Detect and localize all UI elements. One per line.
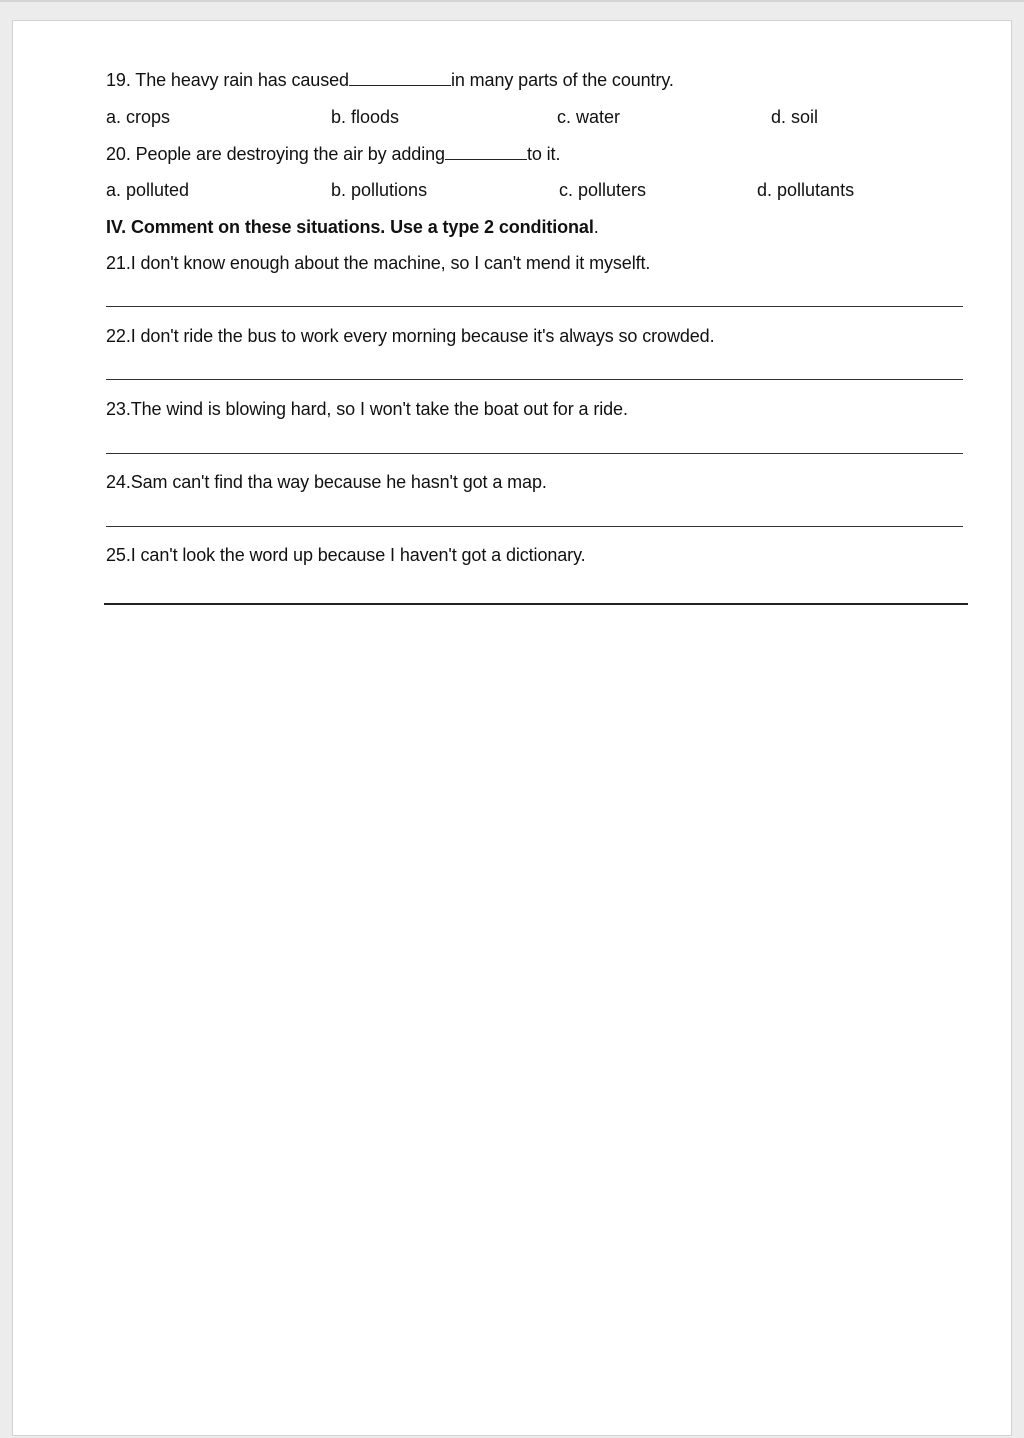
question-20-option-a: a. polluted: [106, 180, 190, 200]
question-20-blank: [445, 143, 527, 160]
answer-line-25: [104, 603, 968, 605]
situation-24: 24.Sam can't find tha way because he hasn't got a map.: [106, 472, 547, 492]
question-19-text-start: 19. The heavy rain has caused: [106, 70, 349, 90]
answer-line-24: [106, 526, 963, 527]
question-20-text-start: 20. People are destroying the air by adding: [106, 144, 445, 164]
question-19-option-a: a. crops: [106, 107, 171, 127]
situation-22: 22.I don't ride the bus to work every morning because it's always so crowded.: [106, 326, 715, 346]
question-20-text-end: to it.: [526, 144, 561, 164]
question-19-blank: [349, 69, 451, 86]
question-19: [106, 69, 674, 91]
question-19-option-c: c. water: [557, 107, 621, 127]
section-4-heading-period: .: [593, 217, 599, 237]
question-20-option-c: c. polluters: [559, 180, 647, 200]
situation-23: 23.The wind is blowing hard, so I won't take the boat out for a ride.: [106, 399, 628, 419]
question-20-option-d: d. pollutants: [757, 180, 855, 200]
section-4-heading: [106, 216, 599, 238]
situation-25: 25.I can't look the word up because I haven't got a dictionary.: [106, 545, 586, 565]
question-19-option-d: d. soil: [771, 107, 819, 127]
answer-line-21: [106, 306, 963, 307]
section-4-heading-text: IV. Comment on these situations. Use a type 2 conditional: [106, 217, 594, 237]
answer-line-22: [106, 379, 963, 380]
question-20: [106, 143, 560, 165]
situation-21: 21.I don't know enough about the machine, so I can't mend it myselft.: [106, 253, 651, 273]
top-border-strip: [0, 0, 1024, 2]
question-19-text-end: in many parts of the country.: [450, 70, 674, 90]
answer-line-23: [106, 453, 963, 454]
question-19-option-b: b. floods: [331, 107, 400, 127]
document-page: [12, 20, 1012, 1436]
question-20-option-b: b. pollutions: [331, 180, 428, 200]
